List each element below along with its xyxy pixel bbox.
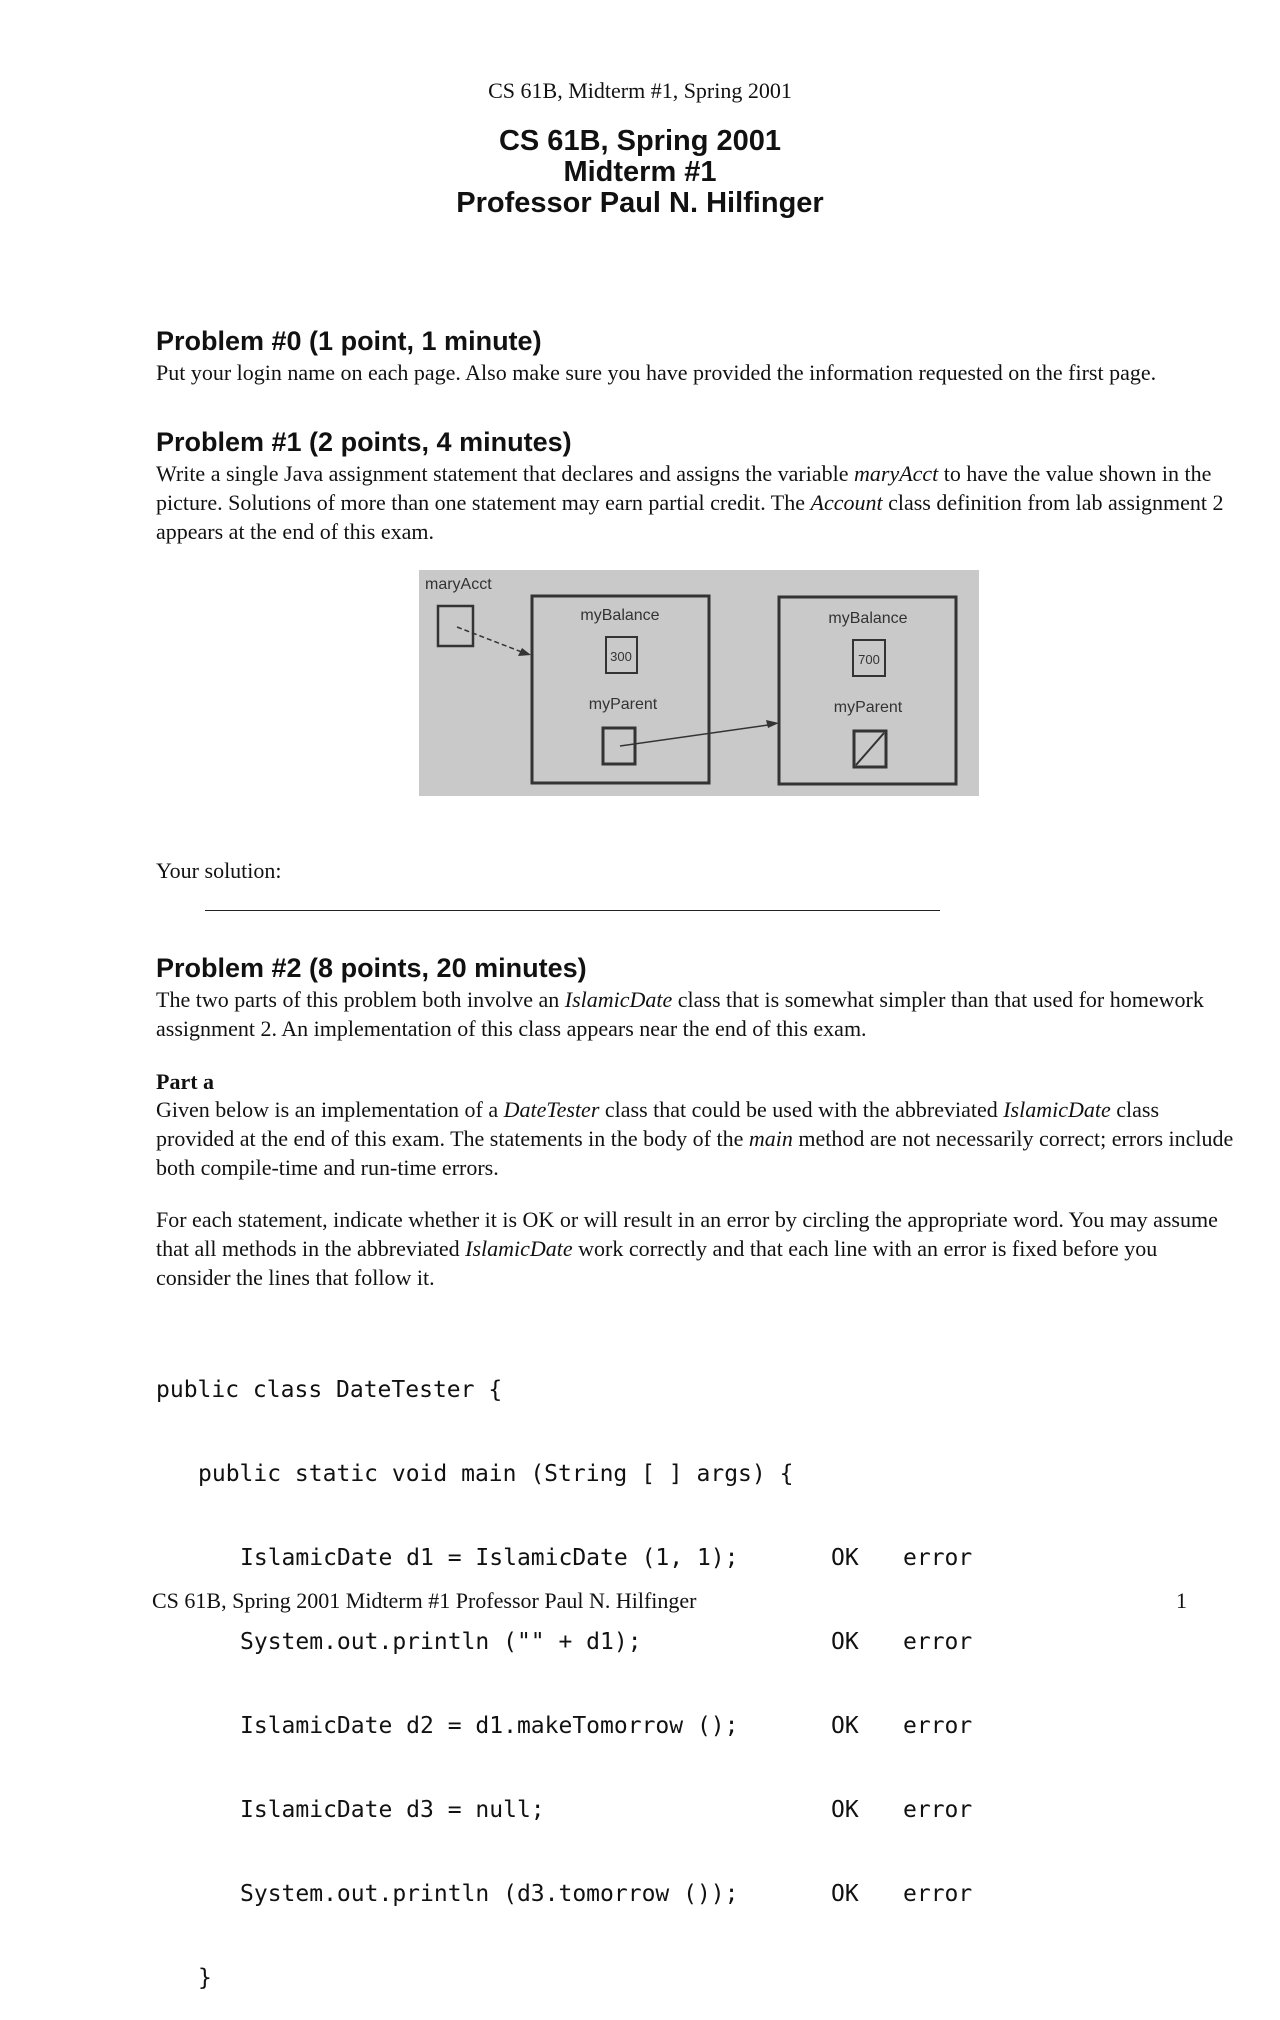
problem1-text-part: to have the value shown in the picture. Solutions of more than one statement may earn partial credit. The (156, 461, 1212, 515)
balance-value-2: 700 (858, 652, 880, 667)
balance-label-1: myBalance (580, 607, 660, 624)
error-choice[interactable]: error (903, 1629, 973, 1655)
title-block (0, 126, 1280, 219)
balance-label-2: myBalance (828, 610, 908, 627)
parent-label-2: myParent (833, 699, 903, 716)
problem1-text (156, 459, 1236, 546)
problem1-heading: Problem #1 (2 points, 4 minutes) (156, 427, 572, 457)
code-statement (156, 1796, 973, 1824)
statement-code: IslamicDate d2 = d1.makeTomorrow (); (240, 1713, 739, 1739)
code-statement (156, 1544, 973, 1572)
part-a-text-part: class provided at the end of this exam. The statements in the body of the (156, 1097, 1160, 1151)
ok-choice[interactable]: OK (831, 1797, 859, 1823)
solution-label: Your solution: (156, 858, 282, 883)
error-choice[interactable]: error (903, 1797, 973, 1823)
solution-answer-line[interactable] (205, 910, 940, 911)
method-name: main (748, 1126, 793, 1151)
ok-choice[interactable]: OK (831, 1713, 859, 1739)
problem0-text: Put your login name on each page. Also make sure you have provided the information requested on the first page. (156, 360, 1157, 385)
instructions-part: work correctly and that each line with an error is fixed before you consider the lines that follow it. (156, 1236, 1158, 1290)
title-professor: Professor Paul N. Hilfinger (456, 187, 824, 219)
statement-code: System.out.println ("" + d1); (240, 1629, 642, 1655)
ok-choice[interactable]: OK (831, 1881, 859, 1907)
error-choice[interactable]: error (903, 1713, 973, 1739)
problem2-intro (156, 985, 1236, 1043)
code-statement (156, 1712, 973, 1740)
parent-label-1: myParent (588, 696, 658, 713)
code-block (156, 1320, 973, 2020)
problem2-intro-part: class that is somewhat simpler than that used for homework assignment 2. An implementation of this class appears near the end of this exam. (156, 987, 1204, 1041)
problem1-text-part: Write a single Java assignment statement that declares and assigns the variable (156, 461, 854, 486)
code-line: public class DateTester { (156, 1377, 503, 1403)
title-course: CS 61B, Spring 2001 (498, 125, 782, 157)
error-choice[interactable]: error (903, 1545, 973, 1571)
class-name: IslamicDate (564, 987, 673, 1012)
object-diagram (419, 570, 979, 796)
part-a-text-part: Given below is an implementation of a (156, 1097, 504, 1122)
var-label: maryAcct (425, 576, 492, 593)
diagram-background (419, 570, 979, 796)
variable-name: maryAcct (854, 461, 939, 486)
error-choice[interactable]: error (903, 1881, 973, 1907)
statement-code: System.out.println (d3.tomorrow ()); (240, 1881, 739, 1907)
ok-choice[interactable]: OK (831, 1629, 859, 1655)
statement-code: IslamicDate d1 = IslamicDate (1, 1); (240, 1545, 739, 1571)
class-name: Account (810, 490, 883, 515)
part-a-heading: Part a (156, 1069, 215, 1094)
problem0-heading: Problem #0 (1 point, 1 minute) (156, 326, 542, 356)
problem1-text-part: class definition from lab assignment 2 appears at the end of this exam. (156, 490, 1224, 544)
class-name: IslamicDate (1003, 1097, 1111, 1122)
code-statement (156, 1880, 973, 1908)
code-statement (156, 1628, 973, 1656)
part-a-text-part: class that could be used with the abbreviated (599, 1097, 1004, 1122)
running-header: CS 61B, Midterm #1, Spring 2001 (488, 78, 792, 103)
part-a-text (156, 1095, 1236, 1182)
title-exam: Midterm #1 (563, 156, 717, 188)
instructions-part: For each statement, indicate whether it is OK or will result in an error by circling the appropriate word. You may assume that all methods in the abbreviated (156, 1207, 1218, 1261)
part-a-text-part: method are not necessarily correct; errors include both compile-time and run-time errors. (156, 1126, 1234, 1180)
ok-choice[interactable]: OK (831, 1545, 859, 1571)
code-line: public static void main (String [ ] args) { (198, 1461, 794, 1487)
page-footer: CS 61B, Spring 2001 Midterm #1 Professor Paul N. Hilfinger (152, 1588, 697, 1613)
balance-value-1: 300 (610, 649, 632, 664)
code-line: } (198, 1965, 212, 1991)
class-name: IslamicDate (465, 1236, 573, 1261)
statement-code: IslamicDate d3 = null; (240, 1797, 545, 1823)
class-name: DateTester (503, 1097, 600, 1122)
problem2-intro-part: The two parts of this problem both involve an (156, 987, 565, 1012)
problem2-heading: Problem #2 (8 points, 20 minutes) (156, 953, 587, 983)
part-a-instructions (156, 1205, 1236, 1292)
page-number: 1 (1176, 1588, 1187, 1613)
